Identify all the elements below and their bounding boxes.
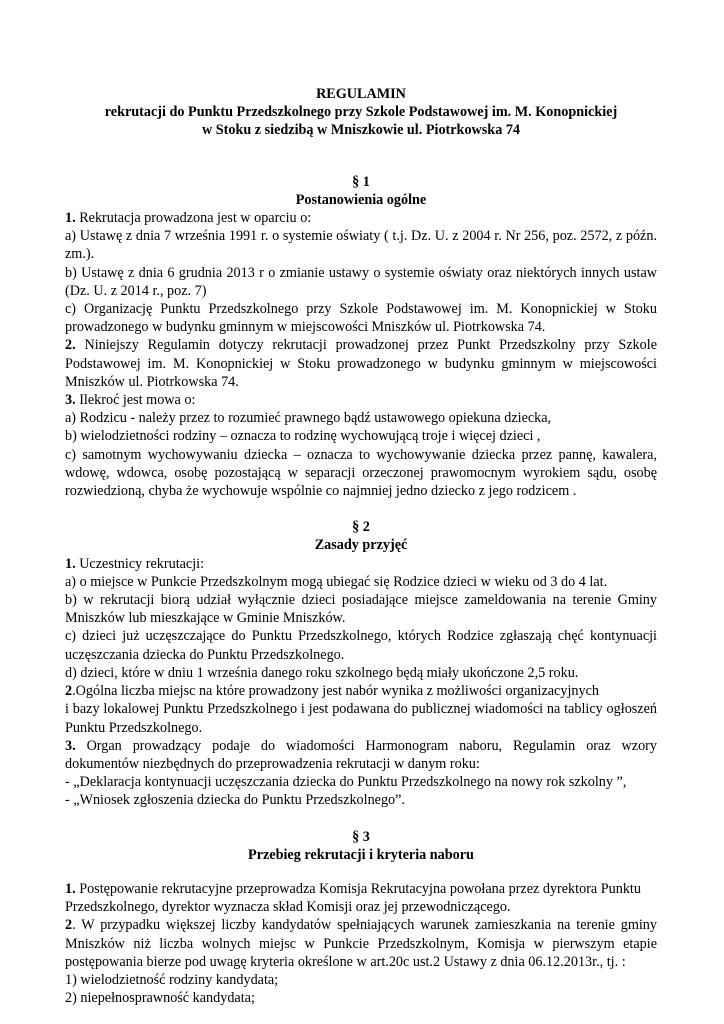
list-item: b) wielodzietności rodziny – oznacza to rodzinę wychowującą troje i więcej dzieci ,	[65, 428, 541, 445]
document-page	[65, 85, 657, 1007]
paragraph-number: 3.	[65, 737, 76, 754]
paragraph	[65, 682, 657, 700]
paragraph-number: 2	[65, 683, 73, 700]
list-item: - „Wniosek zgłoszenia dziecka do Punktu Przedszkolnego”.	[65, 792, 405, 809]
paragraph-text: Postępowanie rekrutacyjne przeprowadza Komisja Rekrutacyjna powołana przez dyrektora Punktu Przedszkolnego, dyrektor wyznacza skład Komisji oraz jej przewodniczącego.	[65, 880, 641, 916]
section-1	[65, 173, 657, 501]
list-item: b) Ustawę z dnia 6 grudnia 2013 r o zmianie ustawy o systemie oświaty oraz niektórych innych ustaw (Dz. U. z 2014 r., poz. 7)	[65, 264, 657, 299]
list-item: 1) wielodzietność rodziny kandydata;	[65, 971, 279, 988]
paragraph-text: .Ogólna liczba miejsc na które prowadzony jest nabór wynika z możliwości organizacyjnych	[72, 683, 599, 700]
list-item: c) Organizację Punktu Przedszkolnego przy Szkole Podstawowej im. M. Konopnickiej w Stoku prowadzonego w budynku gminnym w miejscowości Mniszków ul. Piotrkowska 74.	[65, 301, 657, 336]
paragraph-text: Rekrutacja prowadzona jest w oparciu o:	[75, 210, 312, 227]
section-3	[65, 828, 657, 1008]
paragraph-text: Ilekroć jest mowa o:	[75, 392, 196, 409]
paragraph-number: 1.	[65, 880, 76, 897]
section-number: § 1	[352, 173, 370, 190]
paragraph-text: Organ prowadzący podaje do wiadomości Harmonogram naboru, Regulamin oraz wzory dokumentów niezbędnych do przeprowadzenia rekrutacji w danym roku:	[65, 737, 657, 772]
list-item: c) dzieci już uczęszczające do Punktu Przedszkolnego, których Rodzice zgłaszają chęć kontynuacji uczęszczania dziecka do Punktu Przedszkolnego.	[65, 628, 657, 663]
list-item: 2) niepełnosprawność kandydata;	[65, 990, 255, 1007]
paragraph-number: 2	[65, 917, 73, 934]
section-heading: Przebieg rekrutacji i kryteria naboru	[248, 846, 474, 863]
paragraph-number: 3.	[65, 392, 76, 409]
list-item: a) Ustawę z dnia 7 września 1991 r. o systemie oświaty ( t.j. Dz. U. z 2004 r. Nr 256, poz. 2572, z późn. zm.).	[65, 228, 657, 263]
section-number: § 2	[352, 519, 370, 536]
list-item: d) dzieci, które w dniu 1 września danego roku szkolnego będą miały ukończone 2,5 roku.	[65, 664, 579, 681]
paragraph	[65, 391, 657, 409]
list-item: c) samotnym wychowywaniu dziecka – oznacza to wychowywanie dziecka przez pannę, kawalera, wdowę, wdowca, osobę pozostającą w separacji orzeczonej prawomocnym wyrokiem sądu, osobę rozwiedzioną, chyba że wychowuje wspólnie co najmniej jedno dziecko z jego rodzicem .	[65, 446, 657, 500]
document-subtitle-line-2: w Stoku z siedzibą w Mniszkowie ul. Piotrkowska 74	[201, 122, 521, 139]
section-2	[65, 518, 657, 809]
section-number: § 3	[352, 828, 370, 845]
list-item: a) Rodzicu - należy przez to rozumieć prawnego bądź ustawowego opiekuna dziecka,	[65, 410, 552, 427]
paragraph	[65, 209, 657, 227]
list-item: - „Deklaracja kontynuacji uczęszczania dziecka do Punktu Przedszkolnego na nowy rok szkolny ”,	[65, 774, 627, 791]
paragraph-text: Uczestnicy rekrutacji:	[75, 555, 205, 572]
section-heading: Zasady przyjęć	[314, 537, 408, 554]
paragraph	[65, 737, 657, 773]
paragraph	[65, 555, 657, 573]
paragraph-number: 1.	[65, 210, 76, 227]
document-subtitle-line-1: rekrutacji do Punktu Przedszkolnego przy Szkole Podstawowej im. M. Konopnickiej	[104, 104, 618, 121]
list-item: a) o miejsce w Punkcie Przedszkolnym mogą ubiegać się Rodzice dzieci w wieku od 3 do 4 lat.	[65, 573, 608, 590]
section-heading: Postanowienia ogólne	[295, 191, 427, 208]
paragraph	[65, 336, 657, 391]
paragraph	[65, 880, 657, 916]
paragraph-number: 1.	[65, 555, 76, 572]
paragraph-continuation: i bazy lokalowej Punktu Przedszkolnego i jest podawana do publicznej wiadomości na tablicy ogłoszeń Punktu Przedszkolnego.	[65, 701, 657, 736]
list-item: b) w rekrutacji biorą udział wyłącznie dzieci posiadające miejsce zameldowania na terenie Gminy Mniszków lub mieszkające w Gminie Mniszków.	[65, 592, 657, 627]
paragraph-number: 2.	[65, 337, 76, 354]
document-title: REGULAMIN	[316, 86, 406, 102]
paragraph-text: . W przypadku większej liczby kandydatów spełniających warunek zamieszkania na terenie gminy Mniszków niż liczba wolnych miejsc w Punkcie Przedszkolnym, Komisja w pierwszym etapie postępowania bierze pod uwagę kryteria określone w art.20c ust.2 Ustawy z dnia 06.12.2013r., tj. :	[65, 917, 657, 970]
paragraph-text: Niniejszy Regulamin dotyczy rekrutacji prowadzonej przez Punkt Przedszkolny przy Szkole Podstawowej im. M. Konopnickiej w Stoku prowadzonego w budynku gminnym w miejscowości Mniszków ul. Piotrkowska 74.	[65, 337, 657, 390]
paragraph	[65, 916, 657, 971]
